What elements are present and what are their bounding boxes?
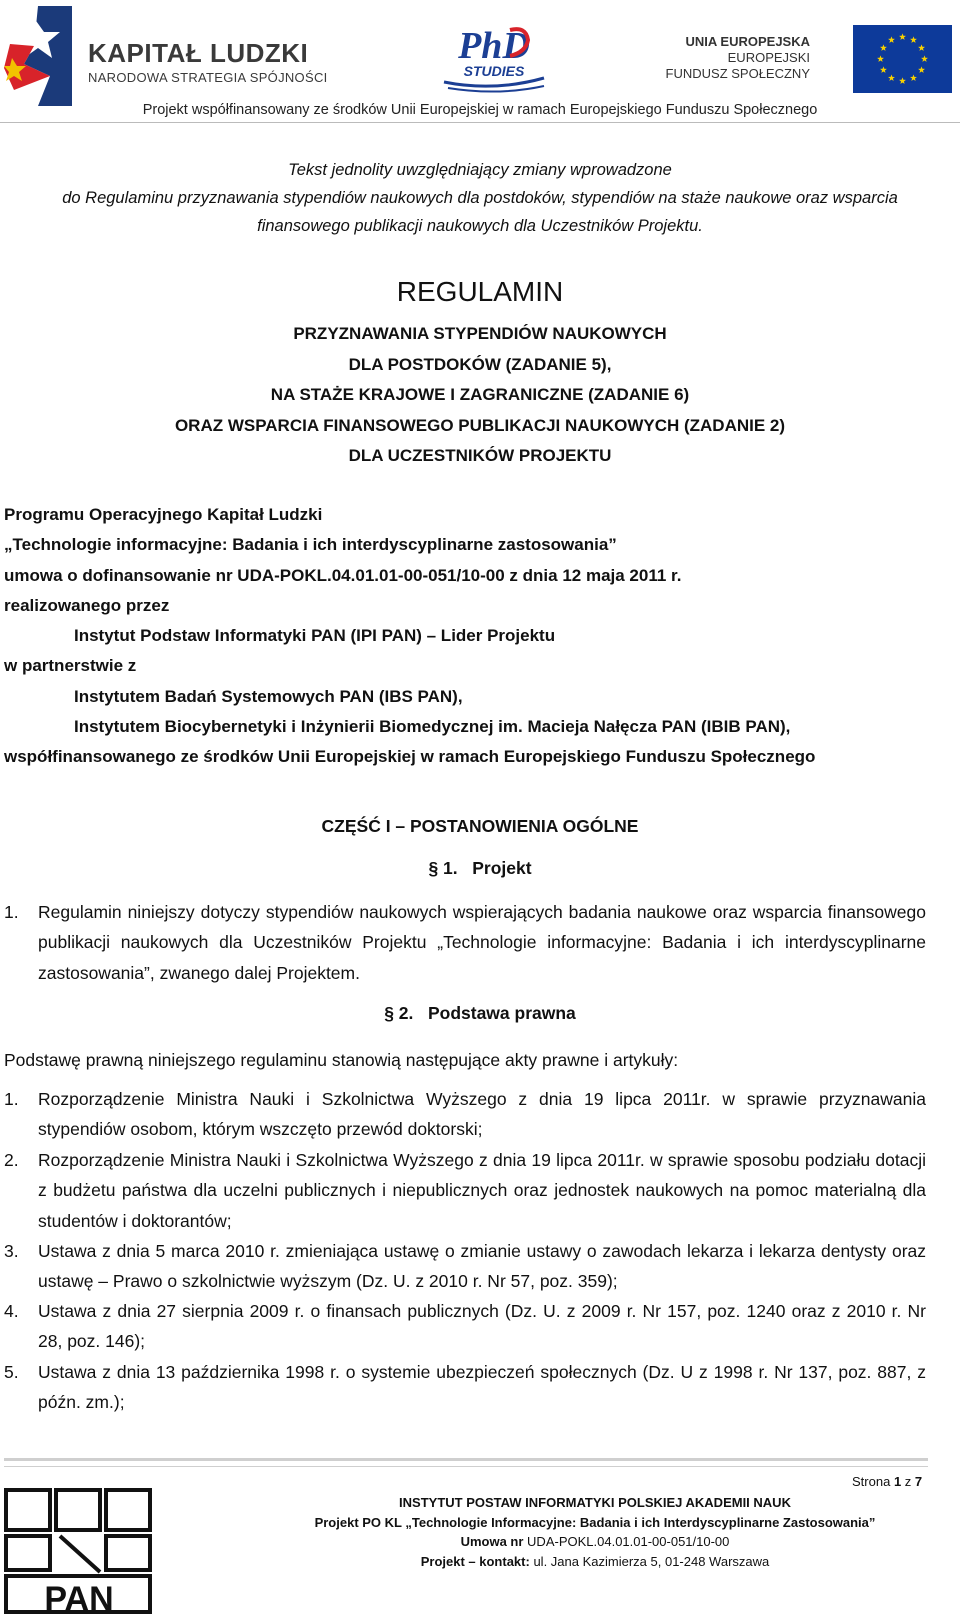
page-number (852, 1474, 922, 1489)
list-number: 5. (4, 1362, 19, 1382)
list-text: Ustawa z dnia 5 marca 2010 r. zmieniająca ustawę o zmianie ustawy o zawodach lekarza i lekarza dentysty oraz ustawę – Prawo o szkolnictwie wyższym (Dz. U. z 2010 r. Nr 57, poz. 359); (38, 1241, 926, 1292)
section-heading: § 2. Podstawa prawna (384, 1003, 576, 1023)
footer-institute-info (180, 1493, 960, 1571)
intro-line: Tekst jednolity uwzględniający zmiany wprowadzone (288, 161, 672, 179)
footer-line: INSTYTUT POSTAW INFORMATYKI POLSKIEJ AKADEMII NAUK (399, 1495, 791, 1510)
eu-name: UNIA EUROPEJSKA (685, 34, 810, 49)
program-block (4, 500, 944, 773)
footer-line: Projekt PO KL „Technologie Informacyjne: Badania i ich Interdyscyplinarne Zastosowania” (314, 1514, 876, 1530)
phd-studies-logo-icon (440, 24, 550, 94)
phd-logo-text: PhD (458, 25, 530, 67)
program-line: w partnerstwie z (4, 656, 137, 676)
footer-line (180, 1532, 960, 1552)
cofinancing-caption: Projekt współfinansowany ze środków Unii Europejskiej w ramach Europejskiego Funduszu Społecznego (142, 102, 818, 118)
kapital-ludzki-subtitle: NARODOWA STRATEGIA SPÓJNOŚCI (88, 70, 328, 85)
program-line: Programu Operacyjnego Kapitał Ludzki (4, 505, 323, 524)
list-item (4, 1236, 926, 1297)
list-number: 1. (4, 1089, 19, 1109)
list-text: Ustawa z dnia 27 sierpnia 2009 r. o finansach publicznych (Dz. U. z 2009 r. Nr 157, poz. 1240 oraz z 2010 r. Nr 28, poz. 146); (38, 1301, 926, 1352)
subtitle-line: NA STAŻE KRAJOWE I ZAGRANICZNE (ZADANIE 6) (270, 385, 690, 404)
program-line: realizowanego przez (4, 595, 170, 615)
program-line: Instytut Podstaw Informatyki PAN (IPI PAN) – Lider Projektu (74, 626, 556, 646)
list-number: 3. (4, 1241, 19, 1261)
footer-divider (4, 1458, 928, 1461)
program-line: Instytutem Badań Systemowych PAN (IBS PAN), (74, 686, 463, 706)
intro-line: do Regulaminu przyznawania stypendiów naukowych dla postdoków, stypendiów na staże naukowe oraz wsparcia (62, 189, 898, 207)
page-label: Strona (852, 1474, 891, 1489)
program-line: współfinansowanego ze środków Unii Europejskiej w ramach Europejskiego Funduszu Społecznego (4, 747, 816, 767)
footer-line (180, 1552, 960, 1572)
section-heading: § 1. Projekt (428, 858, 532, 878)
list-item (4, 897, 926, 988)
program-line: „Technologie informacyjne: Badania i ich interdyscyplinarne zastosowania” (4, 535, 617, 555)
pan-logo-icon (4, 1486, 154, 1614)
consolidated-text-note (0, 156, 960, 240)
footer-label: Projekt – kontakt: (420, 1553, 530, 1569)
list-number: 2. (4, 1150, 19, 1170)
footer-label: Umowa nr (460, 1534, 524, 1549)
list-item (4, 1357, 926, 1418)
subtitle-line: DLA POSTDOKÓW (ZADANIE 5), (348, 354, 612, 374)
list-text: Rozporządzenie Ministra Nauki i Szkolnictwa Wyższego z dnia 19 lipca 2011r. w sprawie przyznawania stypendiów osobom, którym wszczęto przewód doktorski; (38, 1089, 926, 1140)
eu-fund-line2: FUNDUSZ SPOŁECZNY (665, 66, 810, 81)
page-of: z (904, 1474, 912, 1489)
program-line: Instytutem Biocybernetyki i Inżynierii Biomedycznej im. Macieja Nałęcza PAN (IBIB PAN), (74, 717, 791, 737)
page-total: 7 (914, 1474, 923, 1489)
list-number: 4. (4, 1301, 19, 1321)
section-lead: Podstawę prawną niniejszego regulaminu stanowią następujące akty prawne i artykuły: (4, 1050, 679, 1070)
intro-line: finansowego publikacji naukowych dla Uczestników Projektu. (257, 217, 703, 235)
kapital-ludzki-title: KAPITAŁ LUDZKI (88, 38, 309, 68)
eu-flag-icon (853, 25, 952, 93)
list-item (4, 1084, 926, 1145)
pan-logo-text: PAN (44, 1580, 114, 1614)
program-line: umowa o dofinansowanie nr UDA-POKL.04.01.01-00-051/10-00 z dnia 12 maja 2011 r. (4, 565, 682, 585)
eu-fund-text (666, 34, 810, 82)
document-title: REGULAMIN (396, 276, 564, 307)
document-subtitle (0, 319, 960, 472)
list-item (4, 1145, 926, 1236)
footer-divider (4, 1466, 928, 1467)
footer-value: UDA-POKL.04.01.01-00-051/10-00 (527, 1534, 730, 1549)
list-text: Regulamin niniejszy dotyczy stypendiów naukowych wspierających badania naukowe oraz wsparcia finansowego publikacji naukowych dla Uczestników Projektu „Technologie informacyjne: Badania i ich interdyscyplinarne zastosowania”, zwanego dalej Projektem. (38, 902, 926, 983)
eu-fund-line1: EUROPEJSKI (727, 50, 810, 65)
list-number: 1. (4, 902, 19, 922)
kapital-ludzki-logo-icon (4, 6, 72, 106)
subtitle-line: DLA UCZESTNIKÓW PROJEKTU (348, 446, 612, 465)
phd-studies-text: STUDIES (463, 63, 525, 79)
page-current: 1 (893, 1474, 902, 1489)
subtitle-line: PRZYZNAWANIA STYPENDIÓW NAUKOWYCH (293, 324, 667, 343)
part-heading: CZĘŚĆ I – POSTANOWIENIA OGÓLNE (321, 816, 639, 836)
list-item (4, 1296, 926, 1357)
subtitle-line: ORAZ WSPARCIA FINANSOWEGO PUBLIKACJI NAUKOWYCH (ZADANIE 2) (174, 415, 786, 435)
footer-value: ul. Jana Kazimierza 5, 01-248 Warszawa (533, 1553, 770, 1569)
list-text: Ustawa z dnia 13 października 1998 r. o systemie ubezpieczeń społecznych (Dz. U z 1998 r. Nr 137, poz. 887, z późn. zm.); (38, 1362, 926, 1413)
list-text: Rozporządzenie Ministra Nauki i Szkolnictwa Wyższego z dnia 19 lipca 2011r. w sprawie sposobu podziału dotacji z budżetu państwa dla uczelni publicznych i niepublicznych oraz jednostek naukowych na pomoc materialną dla studentów i doktorantów; (38, 1150, 926, 1231)
